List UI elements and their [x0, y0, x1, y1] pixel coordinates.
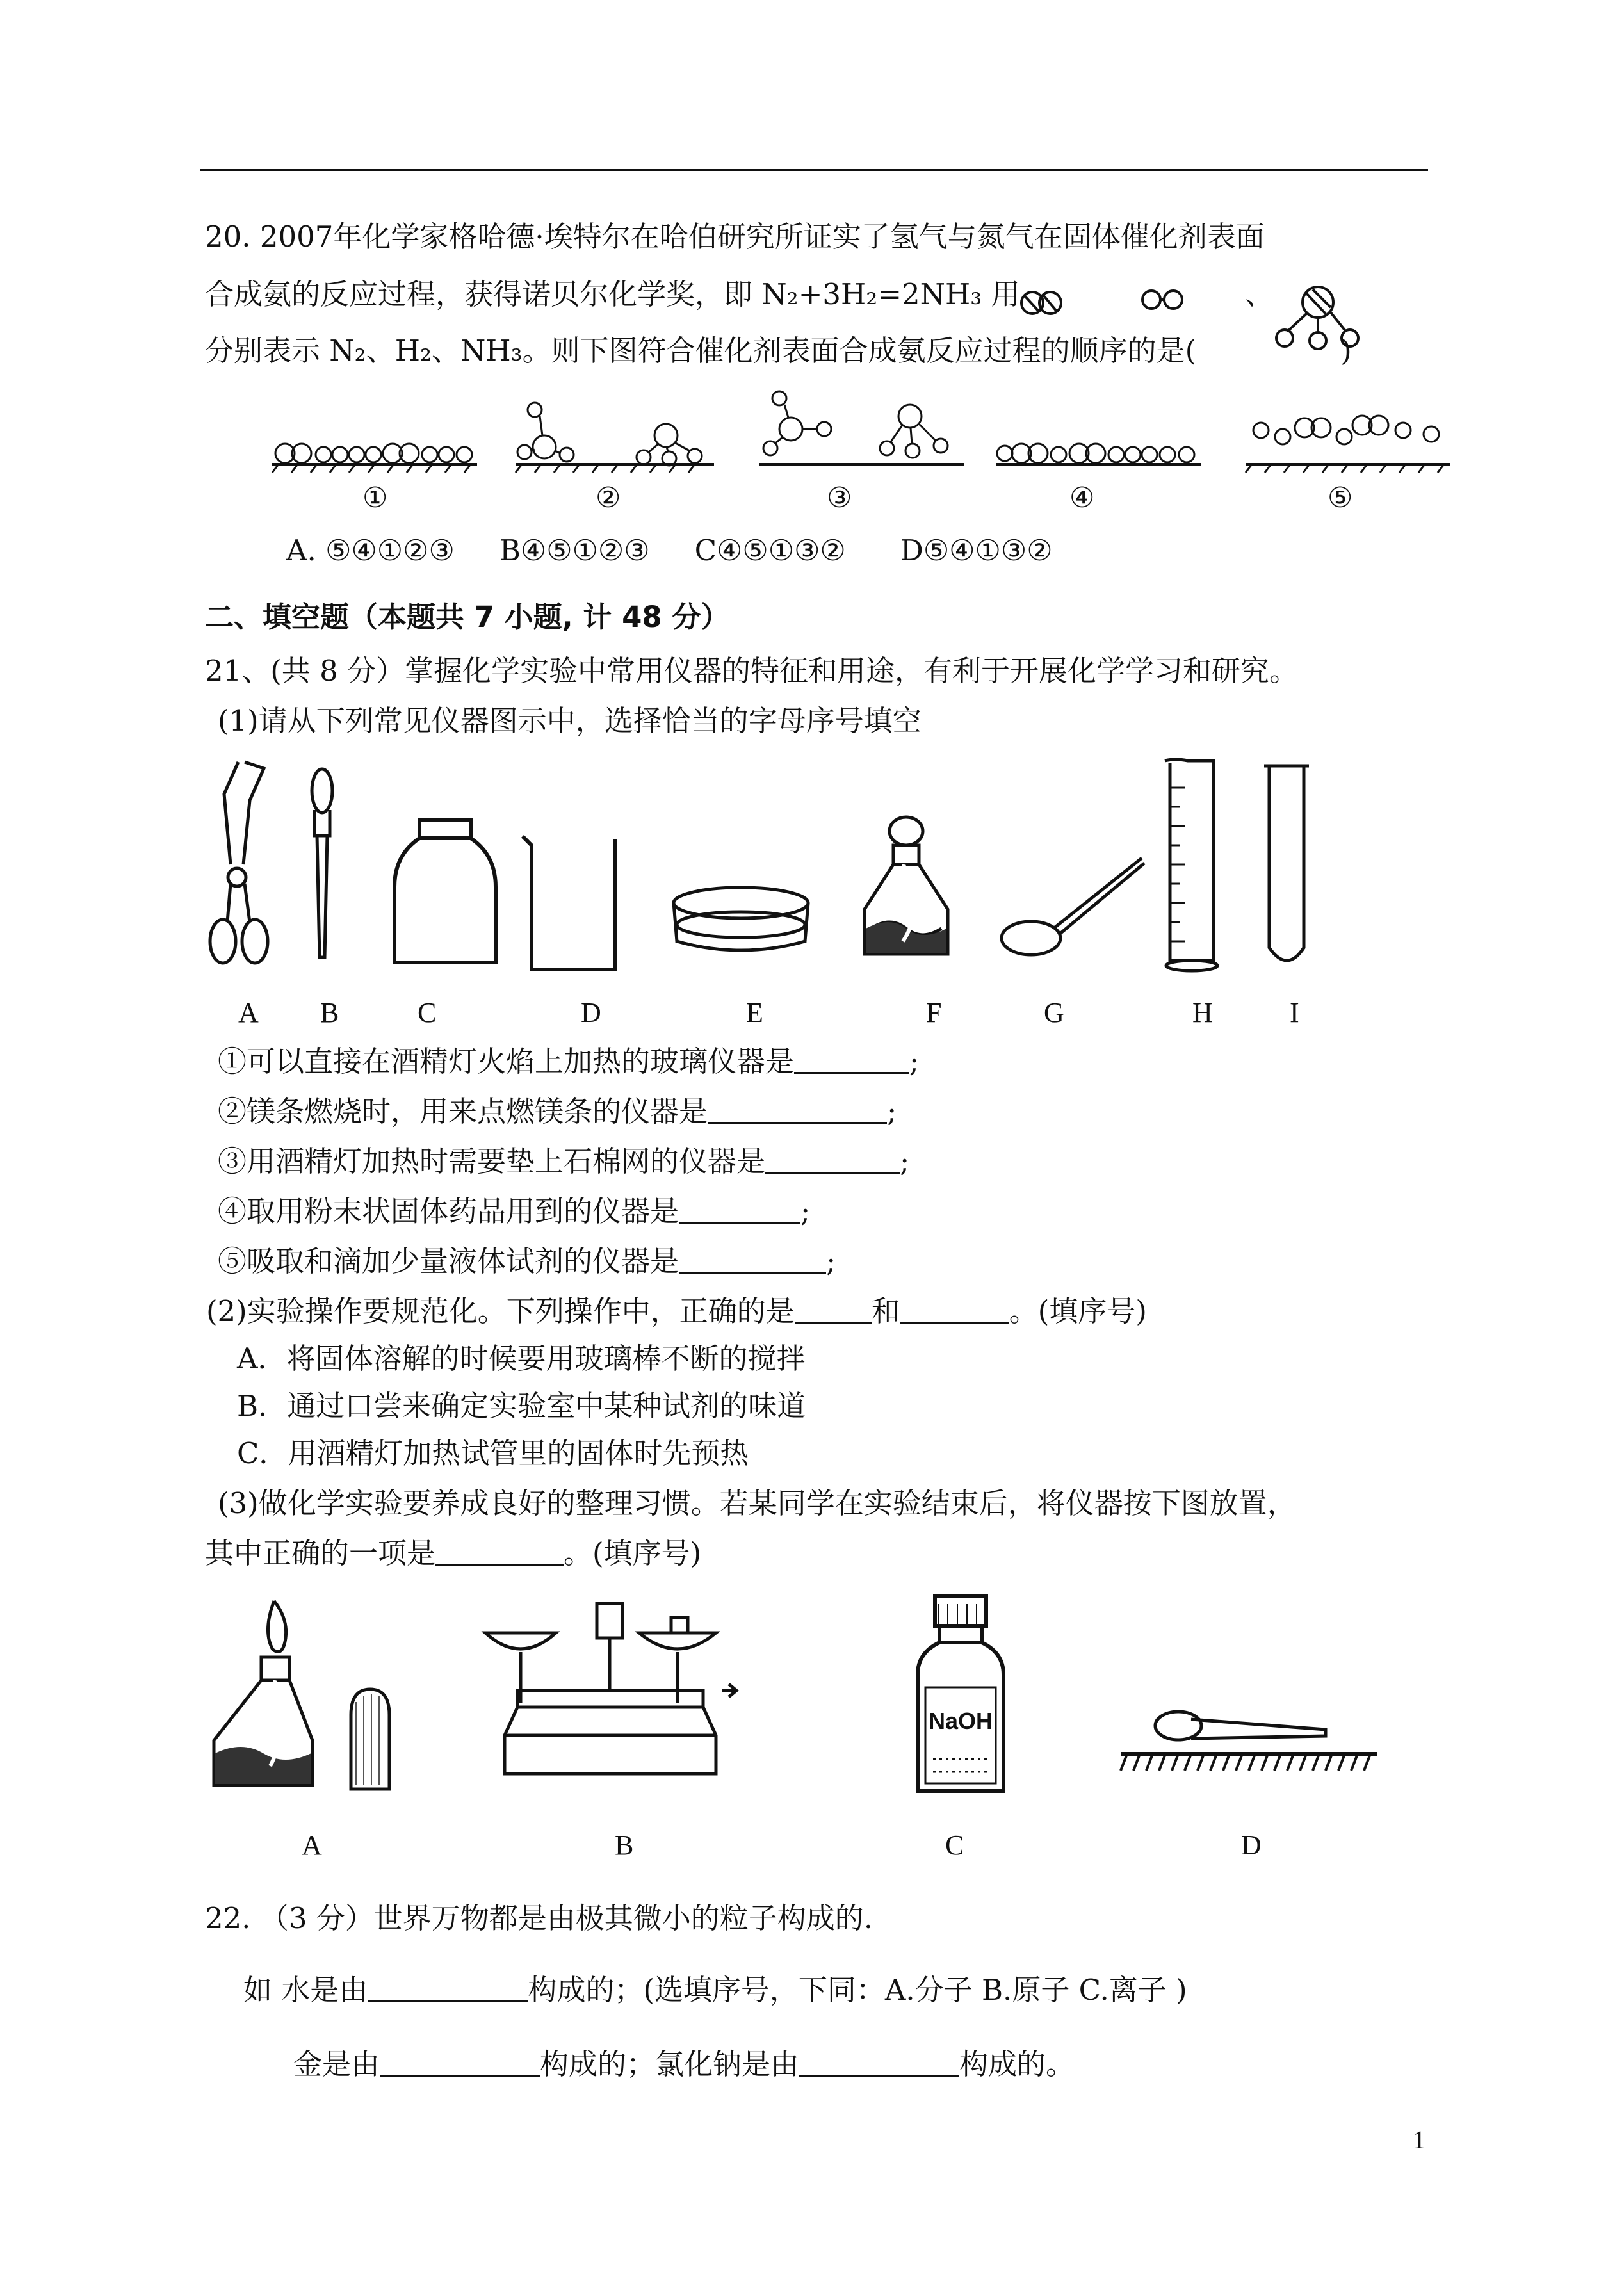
setup-label-a: A — [302, 1829, 322, 1861]
process-panel-1 — [272, 423, 483, 474]
q21-part2-option-a: A．将固体溶解的时候要用玻璃棒不断的搅拌 — [237, 1342, 806, 1375]
process-panel-3 — [759, 384, 970, 474]
q21-item-2 — [218, 1092, 897, 1131]
q20-legend-separator: 、 — [1245, 277, 1274, 311]
naoh-label: NaOH — [928, 1708, 993, 1734]
q20-line3-text: 分别表示 N₂、H₂、NH₃。则下图符合催化剂表面合成氨反应过程的顺序的是( — [205, 334, 1197, 368]
process-panel-5 — [1246, 403, 1457, 474]
q22-intro: 22. （3 分）世界万物都是由极其微小的粒子构成的. — [205, 1901, 873, 1935]
q21-item-1-blank[interactable] — [794, 1046, 909, 1074]
q20-line2 — [205, 275, 1020, 314]
q21-item-4-end: ; — [800, 1194, 811, 1228]
q21-intro: 21、(共 8 分）掌握化学实验中常用仪器的特征和用途，有利于开展化学学习和研究。 — [205, 654, 1299, 688]
q20-options — [286, 531, 1053, 570]
q21-part2-option-c: C．用酒精灯加热试管里的固体时先预热 — [237, 1436, 749, 1470]
panel-label-4: ④ — [1069, 482, 1095, 514]
test-tube-icon — [1262, 762, 1313, 973]
q20-option-d: D⑤④①③② — [900, 533, 1053, 567]
q21-part3-end: 。(填序号) — [564, 1536, 702, 1570]
instrument-label-b: B — [320, 997, 339, 1028]
q21-part2-and: 和 — [871, 1294, 900, 1328]
q21-item-5-blank[interactable] — [679, 1246, 826, 1274]
q22-nacl-text: 构成的；氯化钠是由 — [540, 2047, 800, 2081]
q21-item-1-end: ; — [909, 1044, 920, 1078]
beaker-icon — [519, 832, 621, 973]
process-panel-4 — [996, 423, 1207, 474]
crucible-tongs-icon — [205, 756, 275, 973]
q21-part3-line2 — [205, 1534, 701, 1573]
q22-gold-blank[interactable] — [380, 2049, 540, 2077]
wide-mouth-bottle-icon — [391, 816, 499, 970]
q20-line2-text: 合成氨的反应过程，获得诺贝尔化学奖，即 N₂+3H₂=2NH₃ 用 — [205, 277, 1020, 311]
q21-item-5 — [218, 1242, 836, 1281]
q21-item-2-end: ; — [887, 1094, 897, 1128]
q21-item-3 — [218, 1142, 909, 1181]
instrument-label-h: H — [1192, 997, 1213, 1028]
q21-part3-text: 其中正确的一项是 — [205, 1536, 436, 1570]
q22-water-text: 如 水是由 — [243, 1973, 368, 2007]
lamp-with-cap-icon — [204, 1593, 402, 1798]
graduated-cylinder-icon — [1162, 756, 1220, 973]
q20-option-a: A. ⑤④①②③ — [286, 533, 455, 567]
page-number: 1 — [1413, 2125, 1425, 2154]
instrument-label-f: F — [926, 997, 942, 1028]
q20-line1: 20. 2007年化学家格哈德·埃特尔在哈伯研究所证实了氢气与氮气在固体催化剂表面 — [205, 220, 1265, 254]
panel-label-3: ③ — [827, 482, 852, 514]
q21-item-4 — [218, 1192, 810, 1231]
q22-gold-text: 金是由 — [293, 2047, 380, 2081]
n2-molecule-icon — [1019, 287, 1071, 319]
alcohol-lamp-icon — [852, 813, 961, 967]
q21-item-5-end: ; — [826, 1244, 836, 1278]
balance-scale-icon — [479, 1594, 742, 1787]
q21-item-1 — [218, 1042, 919, 1081]
instrument-label-a: A — [238, 997, 259, 1028]
h2-molecule-icon — [1140, 288, 1191, 314]
q22-nacl-blank[interactable] — [799, 2049, 959, 2077]
instrument-label-d: D — [581, 997, 601, 1028]
q21-part2-blank-1[interactable] — [795, 1296, 872, 1324]
q21-item-5-text: ⑤吸取和滴加少量液体试剂的仪器是 — [218, 1244, 679, 1278]
q21-part1: (1)请从下列常见仪器图示中，选择恰当的字母序号填空 — [218, 704, 922, 738]
instrument-label-g: G — [1044, 997, 1064, 1028]
q21-part2-text: (2)实验操作要规范化。下列操作中，正确的是 — [206, 1294, 795, 1328]
setup-label-c: C — [945, 1829, 964, 1861]
process-panel-2 — [516, 397, 720, 474]
q20-answer-close: ) — [1340, 334, 1352, 368]
setup-label-d: D — [1241, 1829, 1262, 1861]
q21-item-4-text: ④取用粉末状固体药品用到的仪器是 — [218, 1194, 679, 1228]
q21-item-3-text: ③用酒精灯加热时需要垫上石棉网的仪器是 — [218, 1144, 766, 1178]
q22-line3 — [293, 2045, 1075, 2084]
evaporating-dish-icon — [669, 884, 813, 961]
header-rule — [200, 169, 1428, 171]
q21-item-3-end: ; — [900, 1144, 910, 1178]
dropper-icon — [304, 765, 343, 970]
panel-label-1: ① — [362, 482, 388, 514]
q21-part3-blank[interactable] — [435, 1538, 564, 1566]
q21-part2-end: 。(填序号) — [1009, 1294, 1147, 1328]
q20-option-c: C④⑤①③② — [694, 533, 846, 567]
q21-item-2-blank[interactable] — [708, 1096, 887, 1124]
q21-part2 — [206, 1292, 1147, 1331]
instrument-label-i: I — [1290, 997, 1299, 1028]
q22-line3-end: 构成的。 — [959, 2047, 1075, 2081]
q21-part3-line1: (3)做化学实验要养成良好的整理习惯。若某同学在实验结束后，将仪器按下图放置， — [218, 1486, 1296, 1520]
q22-line2-end: 构成的；(选填序号，下同：A.分子 B.原子 C.离子 ) — [528, 1973, 1187, 2007]
q21-part2-option-b: B．通过口尝来确定实验室中某种试剂的味道 — [237, 1389, 806, 1423]
q21-item-3-blank[interactable] — [765, 1146, 900, 1174]
instrument-label-e: E — [746, 997, 763, 1028]
naoh-bottle-icon — [913, 1591, 1009, 1796]
setup-label-b: B — [615, 1829, 634, 1861]
q20-line3 — [205, 332, 1352, 370]
q22-water-blank[interactable] — [368, 1975, 528, 2002]
medicine-spoon-icon — [996, 852, 1146, 964]
q22-line2 — [243, 1971, 1187, 2009]
dropper-on-table-icon — [1114, 1700, 1383, 1777]
panel-label-2: ② — [596, 482, 621, 514]
q21-item-1-text: ①可以直接在酒精灯火焰上加热的玻璃仪器是 — [218, 1044, 795, 1078]
q20-option-b: B④⑤①②③ — [499, 533, 650, 567]
section-2-title: 二、填空题（本题共 7 小题, 计 48 分） — [205, 600, 730, 634]
q21-item-4-blank[interactable] — [679, 1196, 800, 1224]
panel-label-5: ⑤ — [1328, 482, 1353, 514]
instrument-label-c: C — [418, 997, 437, 1028]
q21-part2-blank-2[interactable] — [900, 1296, 1009, 1324]
q21-item-2-text: ②镁条燃烧时，用来点燃镁条的仪器是 — [218, 1094, 708, 1128]
